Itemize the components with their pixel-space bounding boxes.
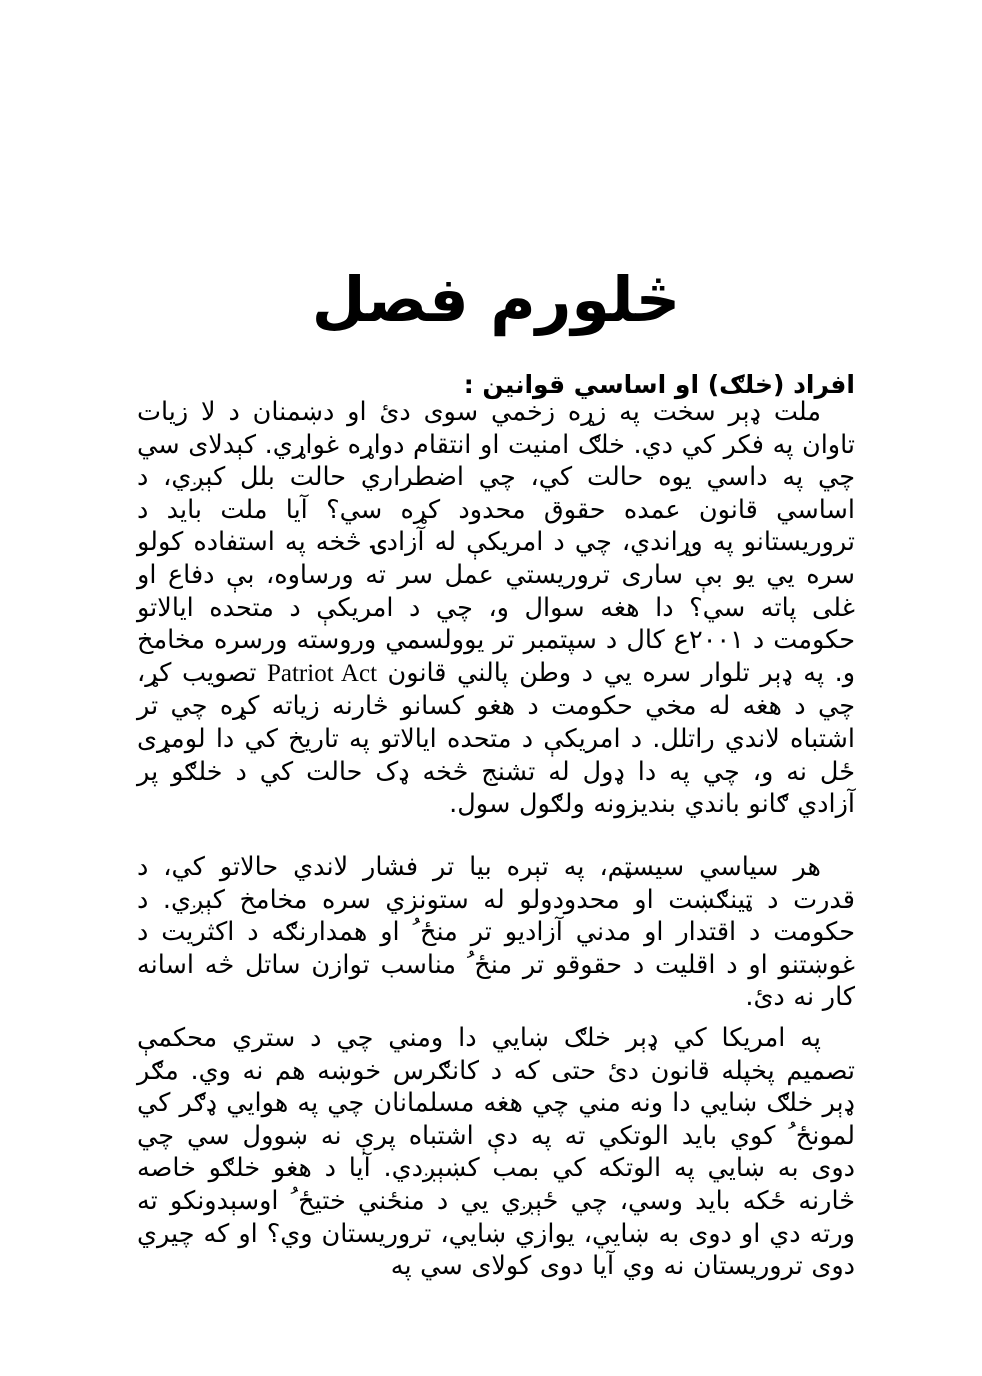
paragraph-block-1	[137, 396, 855, 821]
page-content-column	[137, 0, 855, 1376]
body-paragraph: ملت ډېر سخت په زړه زخمي سوی دئ او دښمنان د لا زيات تاوان په فکر کي دي. خلګ امنيت او انتقام دواړه غواړي. کېدلای سي چي په داسي يوه حالت کي، چي اضطراري حالت بلل کېږي، د اساسي قانون عمده حقوق محدود کړه سي؟ آيا ملت بايد د تروريستانو په وړاندي، چي د امريکې له آزادۍ څخه په استفاده کولو سره يي يو بې ساری تروريستي عمل سر ته ورساوه، بې دفاع او غلی پاته سي؟ دا هغه سوال و، چي د امريکې د متحده ايالاتو حکومت د ٢٠٠١ع کال د سپتمبر تر يوولسمي وروسته ورسره مخامخ و. په ډېر تلوار سره يي د وطن پالني قانون Patriot Act تصويب کړ، چي د هغه له مخي حکومت د هغو کسانو څارنه زياته کړه چي تر اشتباه لاندي راتلل. د امريکې د متحده ايالاتو په تاريخ کي دا لومړی ځل نه و، چي په دا ډول له تشنج څخه ډک حالت کي د خلګو پر آزادي ګانو باندي بنديزونه ولګول سول.	[137, 397, 856, 820]
latin-term: Patriot Act	[266, 659, 378, 687]
chapter-title: څلورم فصل	[311, 262, 681, 336]
section-heading: افراد (خلګ) او اساسي قوانین :	[463, 369, 855, 399]
body-paragraph: په امريکا کي ډېر خلګ ښايي دا ومني چي د ستري محکمې تصميم پخپله قانون دئ حتی که د کانګرس خوښه هم نه وي. مګر ډېر خلګ ښايي دا ونه مني چي هغه مسلمانان چي په هوايي ډګر کي لمونځﹸ کوي بايد الوتکي ته په دې اشتباه پرې نه ښوول سي چي دوی به ښايي په الوتکه کي بمب کښېږدي. آيا د هغو خلګو خاصه څارنه ځکه بايد وسي، چي ځېږي يي د منځني ختيځﹸ اوسېدونکو ته ورته دي او دوی به ښايي، يوازي ښايي، تروريستان وي؟ او که چيري دوی تروريستان نه وي آيا دوی کولای سي په	[137, 1023, 855, 1282]
paragraph-block-2	[137, 851, 855, 1014]
body-paragraph: هر سياسي سيسټم، په تېره بيا تر فشار لاندي حالاتو کي، د قدرت د ټينګښت او محدودولو له ستونزي سره مخامخ کېږي. د حکومت د اقتدار او مدني آزاديو تر منځﹸ او همدارنګه د اکثريت د غوښتنو او د اقليت د حقوقو تر منځﹸ مناسب توازن ساتل څه اسانه کار نه دئ.	[137, 852, 855, 1013]
paragraph-block-3	[137, 1022, 855, 1283]
